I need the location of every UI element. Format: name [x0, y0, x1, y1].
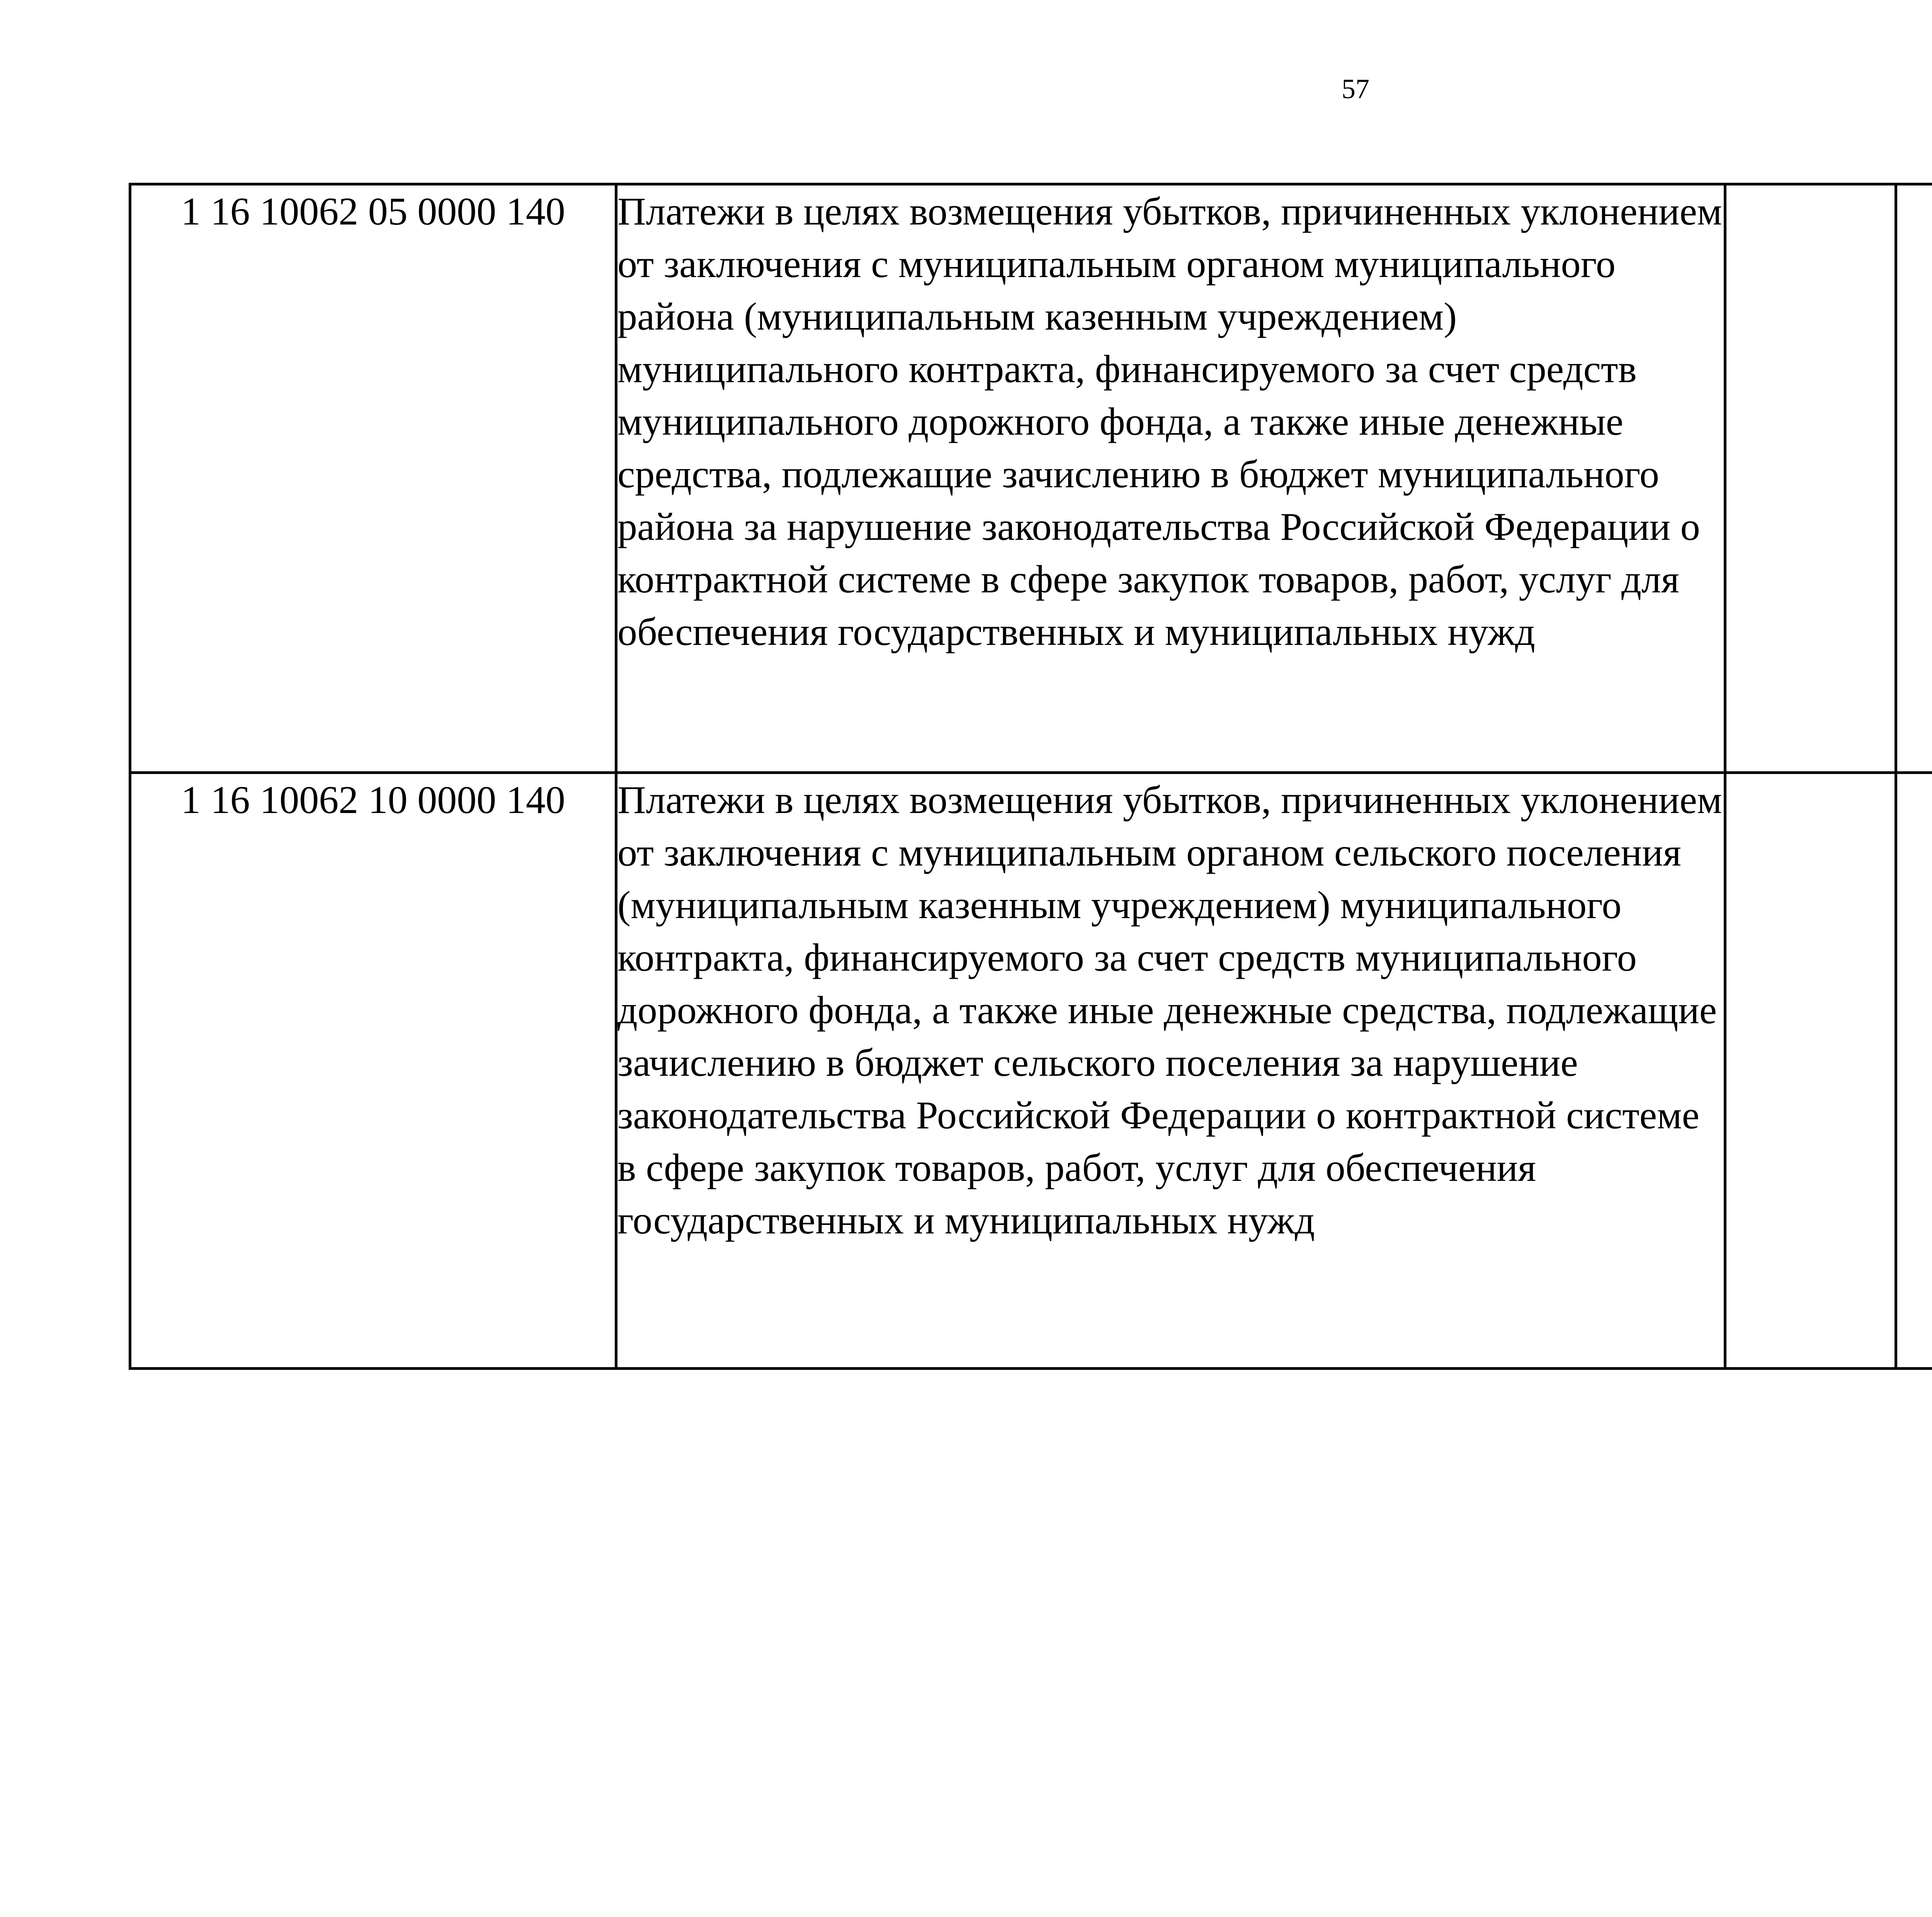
value-cell-2 [1896, 773, 1932, 1369]
value-cell-1 [1725, 184, 1896, 773]
value-cell-1 [1725, 773, 1896, 1369]
page-number: 57 [1342, 73, 1369, 104]
budget-revenue-table [129, 183, 1932, 1370]
value-cell-2 [1896, 184, 1932, 773]
table-row [130, 773, 1932, 1369]
revenue-name-cell: Платежи в целях возмещения убытков, причиненных уклонением от заключения с муниципальным органом муниципального района (муниципальным казенным учреждением) муниципального контракта, финансируемого за счет средств муниципального дорожного фонда, а также иные денежные средства, подлежащие зачислению в бюджет муниципального района за нарушение законодательства Российской Федерации о контрактной системе в сфере закупок товаров, работ, услуг для обеспечения государственных и муниципальных нужд [616, 184, 1725, 773]
table-row [130, 184, 1932, 773]
revenue-code-cell: 1 16 10062 10 0000 140 [130, 773, 616, 1369]
revenue-name-cell: Платежи в целях возмещения убытков, причиненных уклонением от заключения с муниципальным органом сельского поселения (муниципальным казенным учреждением) муниципального контракта, финансируемого за счет средств муниципального дорожного фонда, а также иные денежные средства, подлежащие зачислению в бюджет сельского поселения за нарушение законодательства Российской Федерации о контрактной системе в сфере закупок товаров, работ, услуг для обеспечения государственных и муниципальных нужд [616, 773, 1725, 1369]
revenue-code-cell: 1 16 10062 05 0000 140 [130, 184, 616, 773]
